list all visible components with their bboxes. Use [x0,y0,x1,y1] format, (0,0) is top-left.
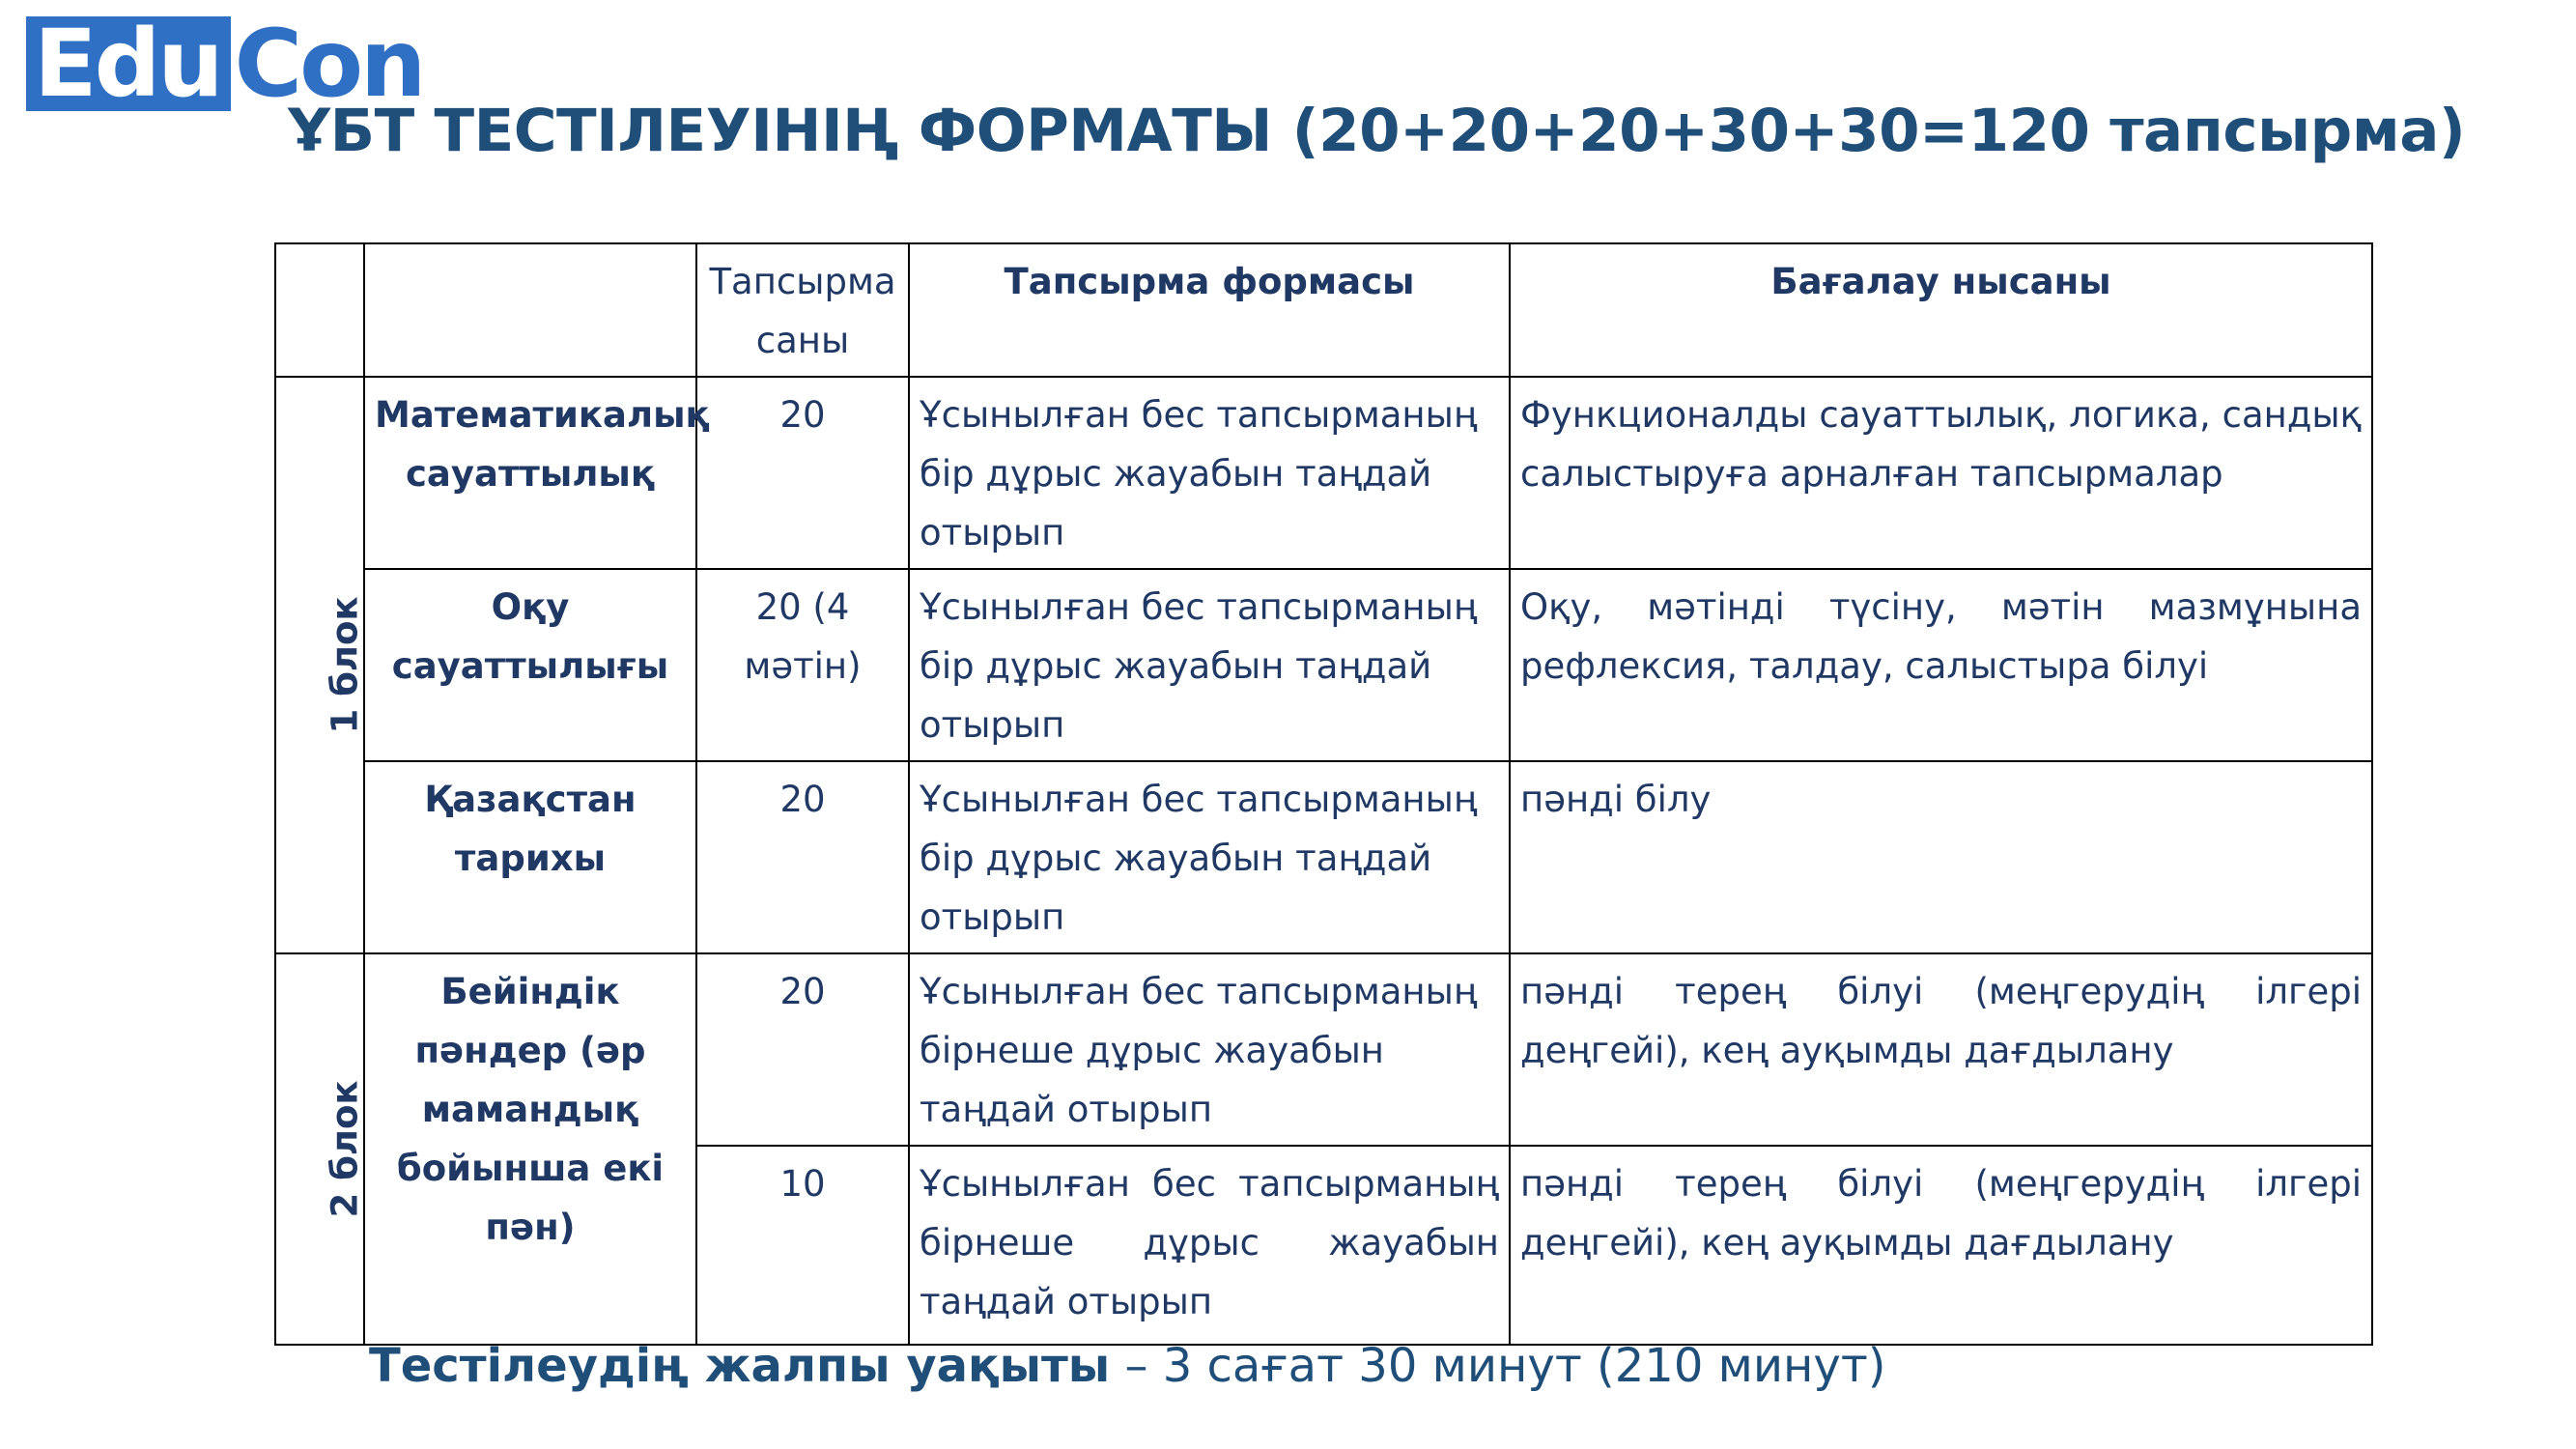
header-assessment: Бағалау нысаны [1510,243,2372,377]
assessment-cell: пәнді терең білуі (меңгерудің ілгері деңгейі), кең ауқымды дағдылану [1510,953,2372,1146]
count-cell: 20 [696,377,909,569]
count-cell: 20 (4 мәтін) [696,569,909,761]
table-header-row [275,243,2372,377]
assessment-cell: пәнді білу [1510,761,2372,953]
count-cell: 20 [696,953,909,1146]
logo-con-part: Con [234,10,424,118]
header-count: Тапсырма саны [696,243,909,377]
header-form: Тапсырма формасы [909,243,1510,377]
table-row [275,953,2372,1146]
total-time-label: Тестілеудің жалпы уақыты [369,1339,1111,1393]
header-block-col [275,243,364,377]
block-1-label: 1 блок [324,596,366,734]
subject-cell: Математикалық сауаттылық [364,377,696,569]
form-cell: Ұсынылған бес тапсырманың бір дұрыс жауабын таңдай отырып [909,377,1510,569]
count-cell: 10 [696,1146,909,1345]
count-cell: 20 [696,761,909,953]
subject-cell: Бейіндік пәндер (әр мамандық бойынша екі пән) [364,953,696,1345]
block-2-label: 2 блок [324,1080,366,1218]
form-cell: Ұсынылған бес тапсырманың бір дұрыс жауабын таңдай отырып [909,761,1510,953]
assessment-cell: Функционалды сауаттылық, логика, сандық салыстыруға арналған тапсырмалар [1510,377,2372,569]
page-title: ҰБТ ТЕСТІЛЕУІНІҢ ФОРМАТЫ (20+20+20+30+30=120 тапсырма) [288,97,2466,165]
assessment-cell: пәнді терең білуі (меңгерудің ілгері деңгейі), кең ауқымды дағдылану [1510,1146,2372,1345]
block-2-cell [275,953,364,1345]
form-cell: Ұсынылған бес тапсырманың бір дұрыс жауабын таңдай отырып [909,569,1510,761]
form-cell: Ұсынылған бес тапсырманың бірнеше дұрыс жауабын таңдай отырып [909,953,1510,1146]
table-row [275,569,2372,761]
table-row [275,377,2372,569]
form-cell: Ұсынылған бес тапсырманың бірнеше дұрыс жауабын таңдай отырып [909,1146,1510,1345]
assessment-cell: Оқу, мәтінді түсіну, мәтін мазмұнына рефлексия, талдау, салыстыра білуі [1510,569,2372,761]
block-1-cell [275,377,364,953]
format-table [274,242,2373,1346]
total-time-note [369,1339,1886,1393]
logo-edu-part: Edu [26,16,231,111]
subject-cell: Оқу сауаттылығы [364,569,696,761]
header-subject-col [364,243,696,377]
table-row [275,761,2372,953]
subject-cell: Қазақстан тарихы [364,761,696,953]
total-time-value: – 3 сағат 30 минут (210 минут) [1110,1339,1886,1393]
